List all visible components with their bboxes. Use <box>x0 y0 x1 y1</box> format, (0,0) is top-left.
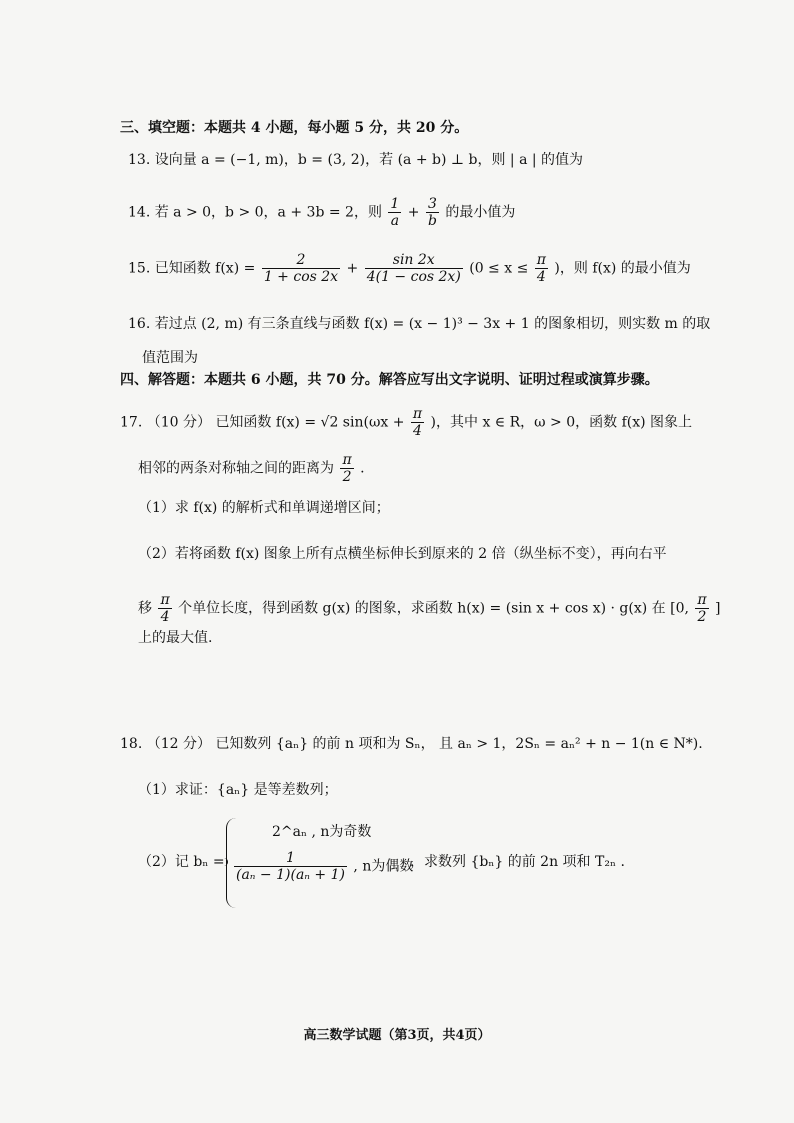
q17-number: 17. <box>120 414 143 431</box>
question-14: 14. 若 a > 0，b > 0，a + 3b = 2，则 $\frac{1}{a}$ + $\frac{3}{b}$ 的最小值为 <box>128 196 516 229</box>
q16-number: 16. <box>128 316 151 332</box>
q14-post: 的最小值为 <box>445 204 516 221</box>
q14-pre: 若 a > 0，b > 0，a + 3b = 2，则 <box>154 204 382 221</box>
q18-number: 18. <box>120 736 143 752</box>
q17-part2-line2: 移 $\frac{\pi}{4}$ 个单位长度，得到函数 g(x) 的图象，求函数 h(x) = (sin x + cos x) · g(x) 在 [0, $\frac{\pi}{2}$ ] <box>138 592 721 625</box>
q17-fraction-pi-4: $\frac{\pi}{4}$ <box>412 406 423 439</box>
q15-pre: 已知函数 f(x) = <box>154 260 256 277</box>
section3-heading: 三、填空题：本题共 4 小题，每小题 5 分，共 20 分。 <box>120 120 469 136</box>
q15-fraction-2: $\frac{\sin 2x}{4(1 - \cos 2x)}$ <box>366 252 461 285</box>
q16-line1: 若过点 (2, m) 有三条直线与函数 f(x) = (x − 1)³ − 3x + 1 的图象相切，则实数 m 的取 <box>154 316 711 332</box>
q18-score: （12 分） <box>146 736 211 752</box>
question-18-line-1: 18. （12 分） 已知数列 {aₙ} 的前 n 项和为 Sₙ， 且 aₙ > 1，2Sₙ = aₙ² + n − 1(n ∈ N*). <box>120 736 703 752</box>
page-footer: 高三数学试题（第3页，共4页） <box>303 1028 491 1043</box>
q17-fraction-pi-2: $\frac{\pi}{2}$ <box>342 452 352 485</box>
q18-part2-post: ，求数列 {bₙ} 的前 2n 项和 T₂ₙ . <box>410 854 625 870</box>
q13-text: 设向量 a = (−1, m)，b = (3, 2)，若 (a + b) ⊥ b，则 | a | 的值为 <box>154 152 584 168</box>
q17-part1: （1）求 f(x) 的解析式和单调递增区间； <box>138 500 390 516</box>
q13-number: 13. <box>128 152 151 168</box>
q17-part2-line1: （2）若将函数 f(x) 图象上所有点横坐标伸长到原来的 2 倍（纵坐标不变），再向右平 <box>138 546 667 562</box>
q15-number: 15. <box>128 260 151 277</box>
q17-part2-fraction-pi-2: $\frac{\pi}{2}$ <box>697 592 707 625</box>
q18-part1: （1）求证：{aₙ} 是等差数列； <box>138 782 338 798</box>
q14-fraction-2: $\frac{3}{b}$ <box>427 196 437 229</box>
q17-part2-fraction-pi-4: $\frac{\pi}{4}$ <box>160 592 170 625</box>
q18-case-odd: 2^aₙ , n为奇数 <box>272 824 372 840</box>
q15-condition-fraction: $\frac{\pi}{4}$ <box>536 252 546 285</box>
q15-fraction-1: $\frac{2}{1 + \cos 2x}$ <box>263 252 339 285</box>
question-13 <box>128 150 583 170</box>
q18-case-even-fraction: $\frac{1}{\text{(aₙ − 1)(aₙ + 1)}}$ <box>236 850 345 883</box>
q18-part2-pre: （2）记 bₙ = <box>138 854 225 870</box>
question-17-line-1: 17. （10 分） 已知函数 f(x) = √2 sin(ωx + $\frac{\pi}{4}$ )，其中 x ∈ R，ω > 0，函数 f(x) 图象上 <box>120 406 693 439</box>
question-17-line-2: 相邻的两条对称轴之间的距离为 $\frac{\pi}{2}$ . <box>138 452 365 485</box>
question-15: 15. 已知函数 f(x) = $\frac{2}{1 + \cos 2x}$ + $\frac{\sin 2x}{4(1 - \cos 2x)}$ (0 ≤ x ≤ $\frac{\pi}{4}$ )，则 f(x) 的最小值为 <box>128 252 691 285</box>
q16-line2: 值范围为 <box>142 350 198 366</box>
q14-fraction-1: $\frac{1}{a}$ <box>390 196 400 229</box>
section4-heading: 四、解答题：本题共 6 小题，共 70 分。解答应写出文字说明、证明过程或演算步骤。 <box>120 372 659 388</box>
q17-part2-line3: 上的最大值. <box>138 630 213 646</box>
q18-case-even: $\frac{1}{\text{(aₙ − 1)(aₙ + 1)}}$ , n为偶数 <box>236 850 414 883</box>
q14-number: 14. <box>128 204 151 221</box>
q17-score: （10 分） <box>146 414 211 431</box>
question-16-line-1 <box>128 314 710 334</box>
